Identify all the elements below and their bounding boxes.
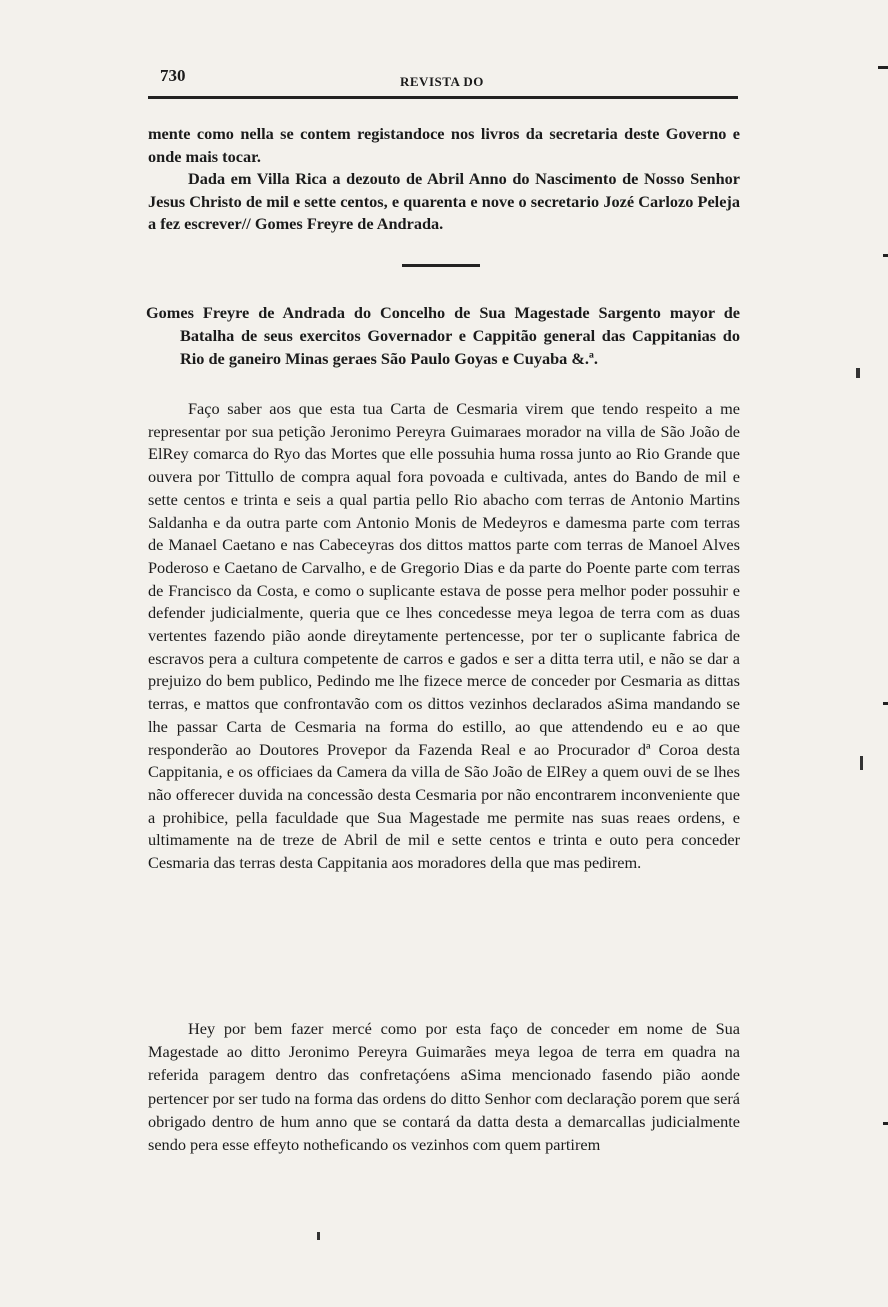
running-head: REVISTA DO xyxy=(400,74,484,89)
body-paragraph-2 xyxy=(148,1017,740,1156)
edge-mark xyxy=(883,1122,888,1125)
margin-mark xyxy=(860,756,863,770)
page-number: 730 xyxy=(160,66,186,85)
body-paragraph-1 xyxy=(148,398,740,875)
dating-line: Dada em Villa Rica a dezouto de Abril Anno do Nascimento de Nosso Senhor Jesus Christo de mil e sette centos, e quarenta e nove o secretario Jozé Carlozo Peleja a fez escrever// Gomes Freyre de Andrada. xyxy=(148,169,740,234)
closing-section xyxy=(148,123,740,236)
body-text: Hey por bem fazer mercé como por esta faço de conceder em nome de Sua Magestade ao ditto Jeronimo Pereyra Guimarães meya legoa de terra em quadra na referida paragem dentro das confretaçóens aSima mencionado fasendo pião aonde pertencer por ser tudo na forma das ordens do ditto Senhor com declaração porem que será obrigado dentro de hum anno que se contará da datta desta a demarcallas judicialmente sendo pera esse effeyto notheficando os vezinhos com quem partirem xyxy=(148,1019,740,1155)
margin-mark xyxy=(856,368,860,378)
edge-mark xyxy=(878,66,888,69)
edge-mark xyxy=(883,702,888,705)
page-header xyxy=(150,66,738,94)
header-rule xyxy=(148,96,738,99)
edge-mark xyxy=(883,254,888,257)
document-heading: Gomes Freyre de Andrada do Concelho de Sua Magestade Sargento mayor de Batalha de seus exercitos Governador e Cappitão general das Cappitanias do Rio de ganeiro Minas geraes São Paulo Goyas e Cuyaba &.ª. xyxy=(146,303,740,369)
section-separator xyxy=(402,264,480,267)
closing-line: mente como nella se contem registandoce nos livros da secretaria deste Governo e onde mais tocar. xyxy=(148,124,740,166)
body-text: Faço saber aos que esta tua Carta de Cesmaria virem que tendo respeito a me representar por sua petição Jeronimo Pereyra Guimaraes morador na villa de São João de ElRey comarca do Ryo das Mortes que elle possuhia huma rossa junto ao Rio Grande que ouvera por Tittullo de compra aqual fora povoada e cultivada, antes do Bando de mil e sette centos e trinta e seis a qual partia pello Rio abacho com terras de Antonio Martins Saldanha e da outra parte com Antonio Monis de Medeyros e damesma parte com terras de Manael Caetano e nas Cabeceyras dos dittos mattos parte com terras de Manoel Alves Poderoso e Caetano de Carvalho, e de Gregorio Dias e da parte do Poente parte com terras de Francisco da Costa, e como o suplicante estava de posse pera melhor poder possuhir e defender judicialmente, queria que ce lhes concedesse meya legoa de terra com as duas vertentes fazendo pião aonde direytamente pertencesse, por ter o suplicante fabrica de escravos pera a cultura competente de carros e gados e ser a ditta terra util, e não se dar a prejuizo do bem publico, Pedindo me lhe fizece merce de conceder por Cesmaria as dittas terras, e mattos que confrontavão com os dittos vezinhos declarados aSima mandando se lhe passar Carta de Cesmaria na forma do estillo, ao que attendendo eu e ao que responderão ao Doutores Provepor da Fazenda Real e ao Procurador dª Coroa desta Cappitania, e os officiaes da Camera da villa de São João de ElRey a quem ouvi de se lhes não offerecer duvida na concessão desta Cesmaria por não encontrarem inconveniente que a prohibice, pella faculdade que Sua Magestade me permite nas suas reaes ordens, e ultimamente na de treze de Abril de mil e sette centos e trinta e outo pera conceder Cesmaria das terras desta Cappitania aos moradores della que mas pedirem. xyxy=(148,399,740,873)
scan-speck xyxy=(317,1232,320,1240)
